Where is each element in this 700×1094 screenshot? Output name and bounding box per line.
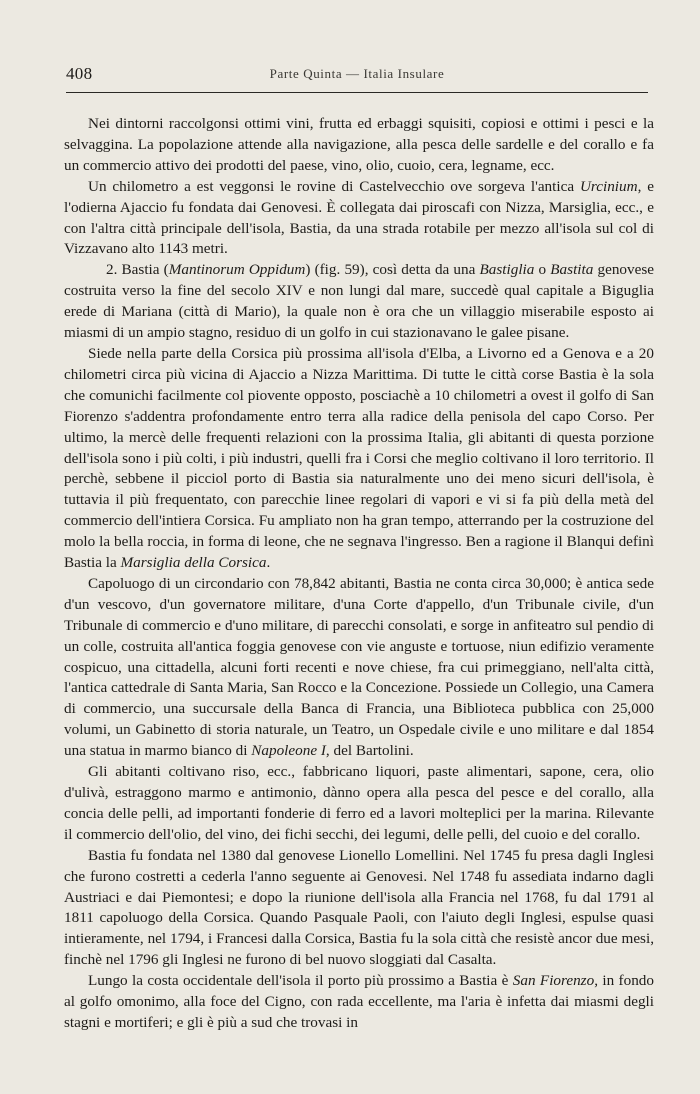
text-run: 2. Bastia (	[106, 261, 169, 279]
italic-run: Napoleone I	[251, 742, 326, 760]
text-run: Gli abitanti coltivano riso, ecc., fabbricano liquori, paste alimentari, sapone, cera, olio d'ulivà, estraggono marmo e antimonio, dànno opera alla pesca del pesce e del corallo, alla concia delle pelli, ad importanti fonderie di ferro ed a lavori molteplici per la marina. Rilevante il commercio dell'olio, del vino, dei fichi secchi, dei legumi, delle pelli, del cuoio e del corallo.	[64, 763, 654, 843]
paragraph-6	[64, 762, 654, 846]
text-run: .	[266, 554, 271, 572]
italic-run: Marsiglia della Corsica	[120, 554, 267, 572]
paragraph-2	[64, 177, 654, 261]
paragraph-3	[64, 260, 654, 344]
text-run: genovese costruita verso la fine del secolo XIV e non lungi dal mare, succedè qual capitale a Biguglia erede di Mariana (città di Mario), la quale non è ora che un villaggio miserabile esposto ai miasmi di un ampio stagno, residuo di un golfo in cui stazionavano le galee pisane.	[64, 261, 654, 342]
text-run: , del Bartolini.	[325, 742, 414, 760]
italic-run: Mantinorum Oppidum	[168, 261, 306, 279]
paragraph-1	[64, 114, 654, 177]
text-run: Capoluogo di un circondario con 78,842 abitanti, Bastia ne conta circa 30,000; è antica sede d'un vescovo, d'un governatore militare, d'una Corte d'appello, d'un Tribunale civile, d'un Tribunale di commercio e d'uno militare, di parecchi consolati, e sorge in anfiteatro sul pendio di un colle, costruita all'antica foggia genovese con vie anguste e tortuose, niun edifizio veramente cospicuo, una cittadella, alcuni forti recenti e nove chiese, fra cui primeggiano, nell'alta città, l'antica cattedrale di Santa Maria, San Rocco e la Concezione. Possiede un Collegio, una Camera di commercio, una succursale della Banca di Francia, una Biblioteca pubblica con 25,000 volumi, un Gabinetto di storia naturale, un Teatro, un Ospedale civile e uno militare e dal 1854 una statua in marmo bianco di	[64, 574, 654, 760]
page-number: 408	[66, 64, 93, 83]
italic-run: Bastita	[550, 261, 594, 279]
running-title: Parte Quinta — Italia Insulare	[269, 66, 445, 81]
text-run: Nei dintorni raccolgonsi ottimi vini, frutta ed erbaggi squisiti, copiosi e ottimi i pesci e la selvaggina. La popolazione attende alla navigazione, alla pesca delle sardelle e del corallo e fa un commercio attivo dei prodotti del paese, vino, olio, cuoio, cera, legname, ecc.	[64, 115, 654, 174]
text-run: , in fondo al golfo omonimo, alla foce del Cigno, con rada eccellente, ma l'aria è infetta dai miasmi degli stagni e mortiferi; e gli è più a sud che trovasi in	[64, 972, 654, 1031]
paragraph-4	[64, 344, 654, 574]
text-run: ) (fig. 59), così detta da una	[305, 261, 480, 279]
text-run: Siede nella parte della Corsica più prossima all'isola d'Elba, a Livorno ed a Genova e a 20 chilometri circa più vicina di Ajaccio a Nizza Marittima. Di tutte le città corse Bastia è la sola che comunichi facilmente col piovente opposto, posciachè a 10 chilometri a ovest il golfo di San Fiorenzo s'addentra profondamente entro terra alla radice della penisola del capo Corso. Per ultimo, la mercè delle frequenti relazioni con la prossima Italia, gli abitanti di questa porzione dell'isola sono i più colti, i più industri, quelli fra i Corsi che meglio coltivano il loro territorio. Il perchè, sebbene il picciol porto di Bastia sia naturalmente uno dei meno sicuri dell'isola, è tuttavia il più frequentato, con parecchie linee regolari di vapori e vi si fa più della metà del commercio dell'intiera Corsica. Fu ampliato non ha gran tempo, atterrando per la costruzione del molo la bella roccia, in forma di leone, che ne segnava l'ingresso. Ben a ragione il Blanqui definì Bastia la	[64, 344, 654, 572]
page-header	[66, 64, 648, 93]
text-run: Bastia fu fondata nel 1380 dal genovese Lionello Lomellini. Nel 1745 fu presa dagli Inglesi che furono costretti a cederla l'anno seguente ai Genovesi. Nel 1748 fu assediata indarno dagli Austriaci e dai Piemontesi; e dopo la riunione dell'isola alla Francia nel 1768, fu dal 1791 al 1811 capoluogo della Corsica. Quando Pasquale Paoli, con l'aiuto degli Inglesi, espulse quasi intieramente, nel 1794, i Francesi dalla Corsica, Bastia fu la sola città che resistè ancor due mesi, finchè nel 1796 gli Inglesi ne furono di bel nuovo sloggiati dal Casalta.	[64, 846, 654, 969]
text-run: Un chilometro a est veggonsi le rovine di Castelvecchio ove sorgeva l'antica	[88, 177, 580, 195]
text-run: , e l'odierna Ajaccio fu fondata dai Genovesi. È collegata dai piroscafi con Nizza, Marsiglia, ecc., e con l'altra città principale dell'isola, Bastia, da una strada rotabile per mezzo all'isola sul col di Vizzavano alto 1143 metri.	[64, 177, 654, 258]
italic-run: San Fiorenzo	[512, 972, 595, 990]
text-run: Lungo la costa occidentale dell'isola il porto più prossimo a Bastia è	[88, 972, 513, 990]
italic-run: Bastiglia	[479, 261, 535, 279]
paragraph-5	[64, 574, 654, 762]
text-run: o	[534, 261, 551, 279]
paragraph-8	[64, 971, 654, 1034]
body-text	[64, 114, 654, 1034]
italic-run: Urcinium	[579, 177, 638, 195]
paragraph-7	[64, 846, 654, 971]
